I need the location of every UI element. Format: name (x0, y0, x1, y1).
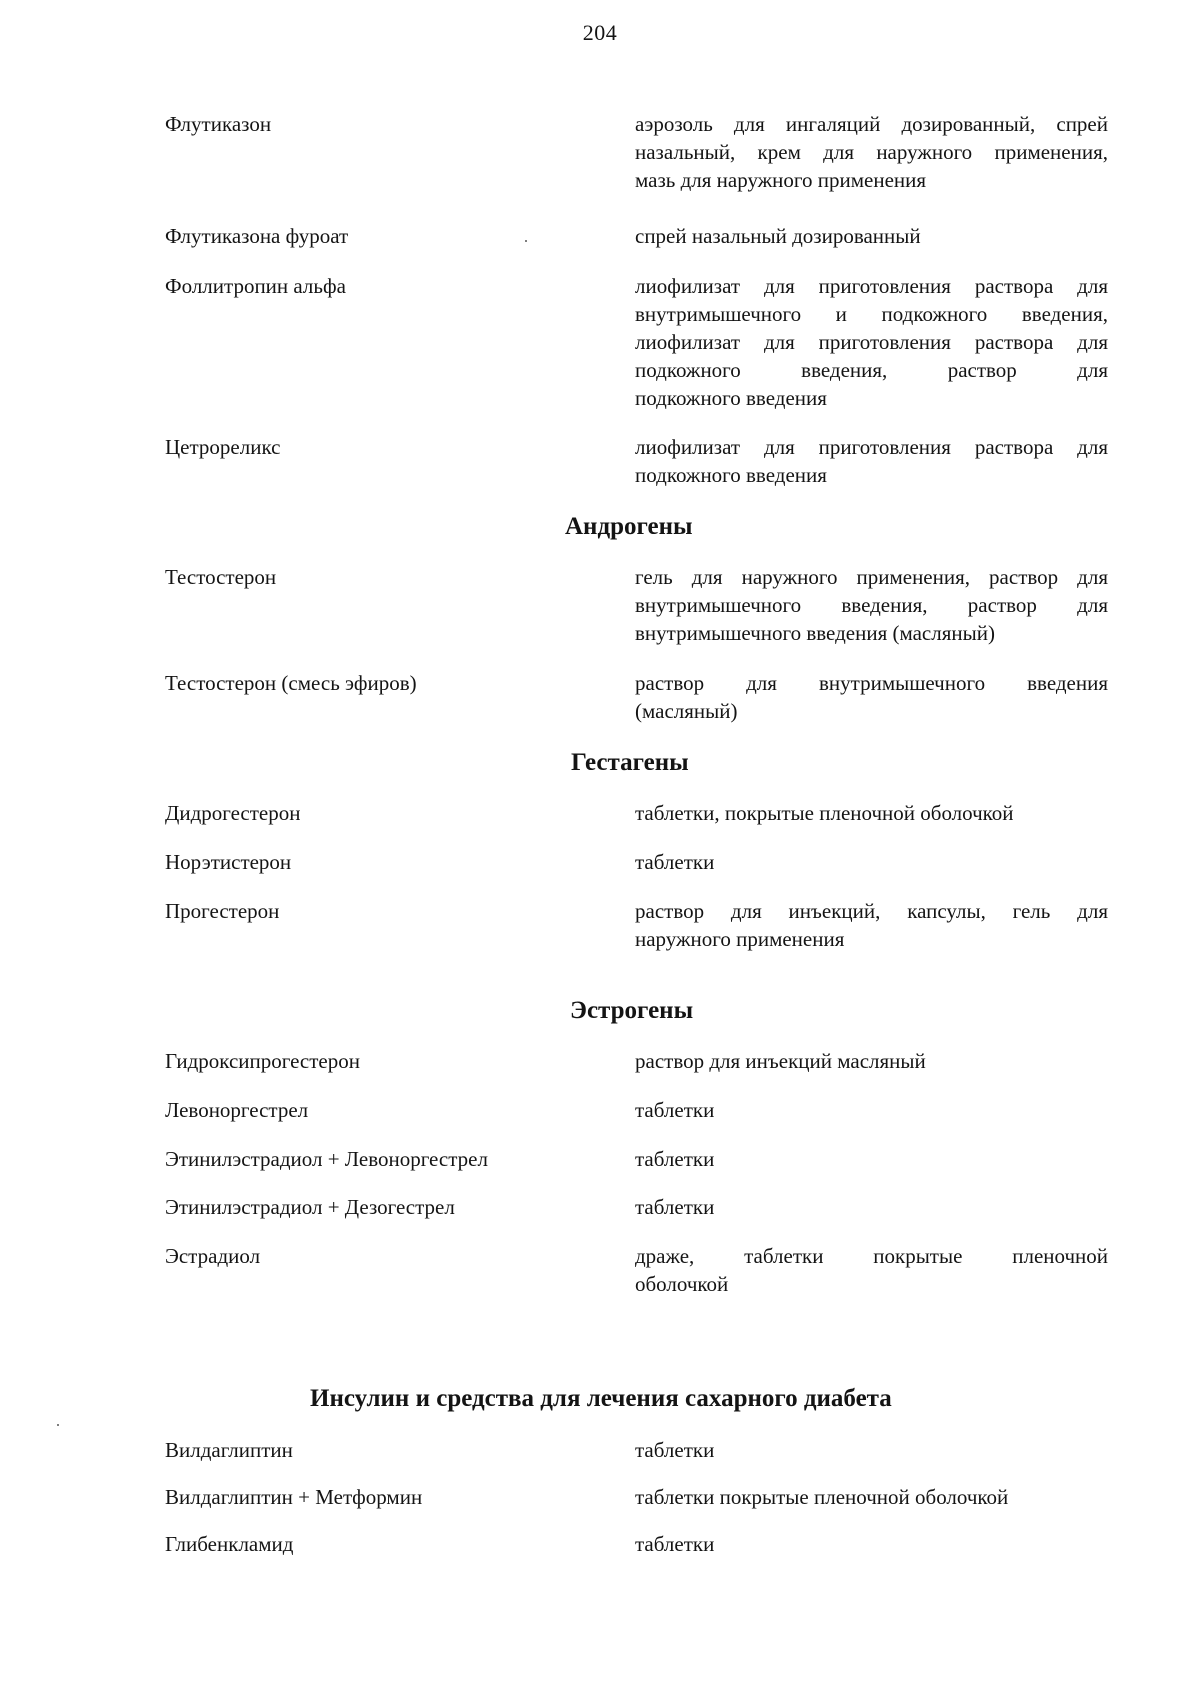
dosage-form-line: раствор для инъекций масляный (635, 1049, 926, 1073)
dosage-form (635, 1096, 1108, 1124)
dosage-form-line: назальный, крем для наружного применения, (635, 140, 1108, 164)
dosage-form-line: подкожного введения (635, 386, 827, 410)
drug-name: Глибенкламид (165, 1532, 294, 1556)
drug-name: Тестостерон (смесь эфиров) (165, 671, 417, 695)
dosage-form-line: мазь для наружного применения (635, 168, 927, 192)
section-heading: Гестагены (571, 749, 689, 776)
dosage-form-line: таблетки (635, 850, 715, 874)
page-number: 204 (582, 20, 618, 45)
dosage-form-line: таблетки (635, 1438, 715, 1462)
dosage-form (635, 897, 1108, 953)
drug-name: Тестостерон (165, 565, 277, 589)
dosage-form (635, 110, 1108, 194)
drug-name: Вилдаглиптин + Метформин (165, 1485, 423, 1509)
dosage-form (635, 1193, 1108, 1221)
dosage-form (635, 848, 1108, 876)
drug-name: Вилдаглиптин (165, 1438, 293, 1462)
drug-name: Цетрореликс (165, 435, 281, 459)
drug-name: Гидроксипрогестерон (165, 1049, 360, 1073)
dosage-form-line: лиофилизат для приготовления раствора для (635, 274, 1108, 298)
dosage-form (635, 272, 1108, 412)
dosage-form-line: наружного применения (635, 927, 845, 951)
drug-name: Левоноргестрел (165, 1098, 309, 1122)
dosage-form (635, 799, 1108, 827)
drug-name: Этинилэстрадиол + Левоноргестрел (165, 1147, 488, 1171)
dosage-form (635, 1242, 1108, 1298)
dosage-form-line: таблетки (635, 1147, 715, 1171)
scan-speck (525, 240, 527, 242)
section-heading: Эстрогены (570, 997, 694, 1024)
dosage-form-line: таблетки покрытые пленочной оболочкой (635, 1485, 1009, 1509)
drug-name: Норэтистерон (165, 850, 292, 874)
dosage-form-line: таблетки, покрытые пленочной оболочкой (635, 801, 1014, 825)
dosage-form-line: подкожного введения, раствор для (635, 358, 1108, 382)
dosage-form-line: (масляный) (635, 699, 738, 723)
dosage-form-line: аэрозоль для ингаляций дозированный, спрей (635, 112, 1108, 136)
dosage-form-line: лиофилизат для приготовления раствора для (635, 435, 1108, 459)
dosage-form-line: внутримышечного и подкожного введения, (635, 302, 1108, 326)
drug-name: Флутиказон (165, 112, 272, 136)
dosage-form (635, 563, 1108, 647)
dosage-form (635, 222, 1108, 250)
dosage-form-line: оболочкой (635, 1272, 729, 1296)
dosage-form (635, 1145, 1108, 1173)
dosage-form-line: внутримышечного введения (масляный) (635, 621, 995, 645)
section-heading: Андрогены (565, 513, 693, 540)
dosage-form-line: спрей назальный дозированный (635, 224, 921, 248)
dosage-form-line: подкожного введения (635, 463, 827, 487)
dosage-form (635, 1047, 1108, 1075)
dosage-form (635, 1483, 1108, 1511)
dosage-form-line: таблетки (635, 1195, 715, 1219)
drug-name: Флутиказона фуроат (165, 224, 349, 248)
drug-name: Этинилэстрадиол + Дезогестрел (165, 1195, 455, 1219)
drug-name: Прогестерон (165, 899, 280, 923)
dosage-form-line: гель для наружного применения, раствор для (635, 565, 1108, 589)
dosage-form-line: раствор для внутримышечного введения (635, 671, 1108, 695)
scan-speck (57, 1424, 59, 1426)
drug-name: Дидрогестерон (165, 801, 301, 825)
dosage-form (635, 1530, 1108, 1558)
dosage-form-line: таблетки (635, 1098, 715, 1122)
dosage-form-line: внутримышечного введения, раствор для (635, 593, 1108, 617)
dosage-form-line: драже, таблетки покрытые пленочной (635, 1244, 1108, 1268)
section-heading: Инсулин и средства для лечения сахарного диабета (310, 1385, 892, 1412)
dosage-form (635, 1436, 1108, 1464)
dosage-form-line: лиофилизат для приготовления раствора для (635, 330, 1108, 354)
dosage-form-line: таблетки (635, 1532, 715, 1556)
drug-name: Фоллитропин альфа (165, 274, 346, 298)
dosage-form-line: раствор для инъекций, капсулы, гель для (635, 899, 1108, 923)
dosage-form (635, 669, 1108, 725)
drug-name: Эстрадиол (165, 1244, 261, 1268)
dosage-form (635, 433, 1108, 489)
